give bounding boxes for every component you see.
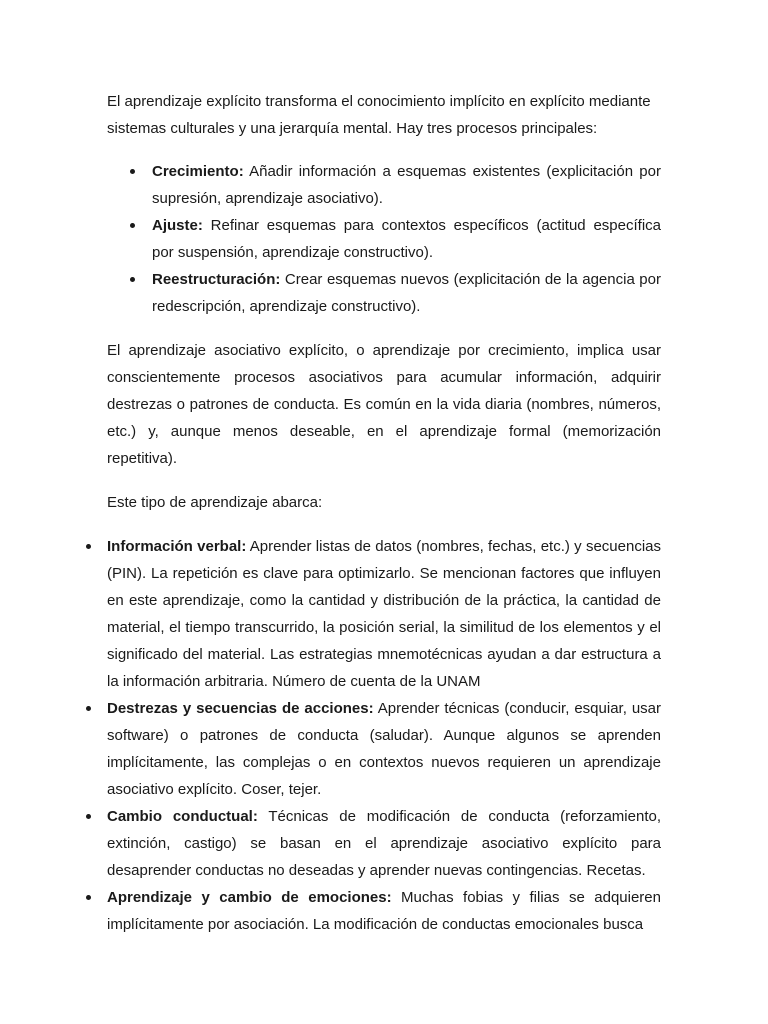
list-item-term: Aprendizaje y cambio de emociones: bbox=[107, 889, 392, 906]
list-item bbox=[152, 266, 661, 320]
list-item bbox=[107, 533, 661, 695]
list-item-text: Refinar esquemas para contextos específicos (actitud específica por suspensión, aprendizaje constructivo). bbox=[152, 217, 661, 261]
list-item-text: Aprender técnicas (conducir, esquiar, usar software) o patrones de conducta (saludar). Aunque algunos se aprenden implícitamente, las complejas o en contextos nuevos requieren un aprendizaje asociativo explícito. Coser, tejer. bbox=[107, 700, 661, 798]
learning-types-list bbox=[107, 533, 661, 938]
list-item-term: Cambio conductual: bbox=[107, 808, 258, 825]
associative-learning-paragraph: El aprendizaje asociativo explícito, o aprendizaje por crecimiento, implica usar conscientemente procesos asociativos para acumular información, adquirir destrezas o patrones de conducta. Es común en la vida diaria (nombres, números, etc.) y, aunque menos deseable, en el aprendizaje formal (memorización repetitiva). bbox=[107, 342, 661, 467]
list-item-term: Información verbal: bbox=[107, 538, 247, 555]
list-item-term: Crecimiento: bbox=[152, 163, 244, 180]
learning-types-intro: Este tipo de aprendizaje abarca: bbox=[107, 494, 323, 511]
intro-paragraph: El aprendizaje explícito transforma el conocimiento implícito en explícito mediante sistemas culturales y una jerarquía mental. Hay tres procesos principales: bbox=[107, 93, 651, 137]
list-item-text: Técnicas de modificación de conducta (reforzamiento, extinción, castigo) se basan en el aprendizaje asociativo explícito para desaprender conductas no deseadas y aprender nuevas contingencias. Recetas. bbox=[107, 808, 661, 879]
processes-list bbox=[152, 158, 661, 320]
list-item-text: Añadir información a esquemas existentes (explicitación por supresión, aprendizaje asociativo). bbox=[152, 163, 661, 207]
list-item-term: Ajuste: bbox=[152, 217, 203, 234]
list-item bbox=[107, 884, 661, 938]
list-item bbox=[107, 803, 661, 884]
list-item-text: Crear esquemas nuevos (explicitación de la agencia por redescripción, aprendizaje constructivo). bbox=[152, 271, 661, 315]
list-item-text: Aprender listas de datos (nombres, fechas, etc.) y secuencias (PIN). La repetición es clave para optimizarlo. Se mencionan factores que influyen en este aprendizaje, como la cantidad y distribución de la práctica, la cantidad de material, el tiempo transcurrido, la posición serial, la similitud de los elementos y el significado del material. Las estrategias mnemotécnicas ayudan a dar estructura a la información arbitraria. Número de cuenta de la UNAM bbox=[107, 538, 661, 690]
list-item bbox=[152, 212, 661, 266]
list-item bbox=[107, 695, 661, 803]
list-item-term: Reestructuración: bbox=[152, 271, 281, 288]
list-item bbox=[152, 158, 661, 212]
list-item-text: Muchas fobias y filias se adquieren implícitamente por asociación. La modificación de conductas emocionales busca bbox=[107, 889, 661, 933]
list-item-term: Destrezas y secuencias de acciones: bbox=[107, 700, 374, 717]
